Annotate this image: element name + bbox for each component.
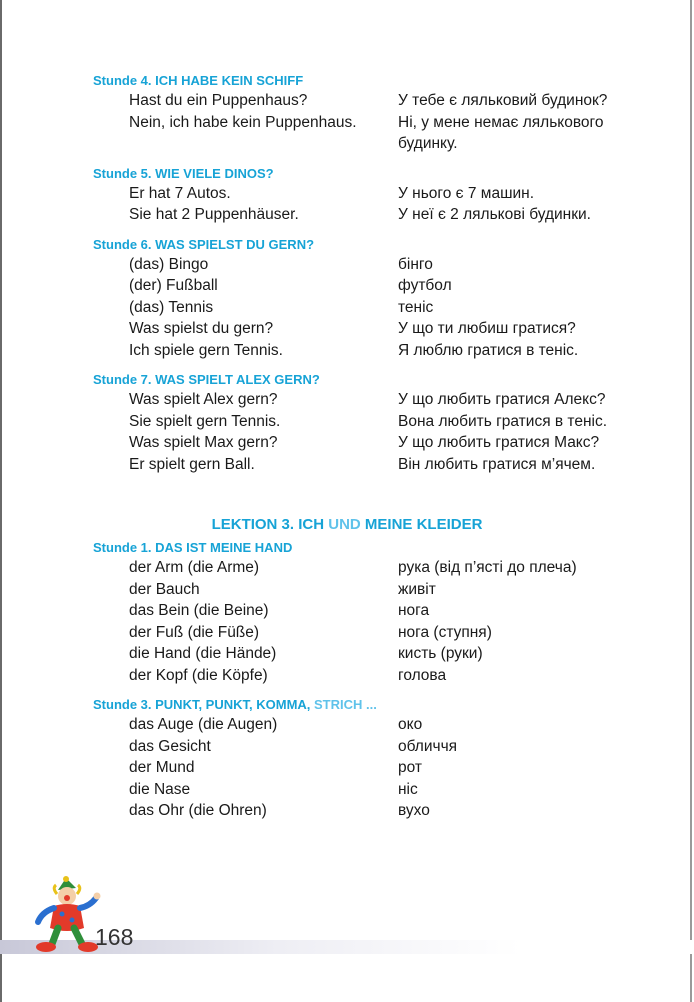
ukrainian-translation: око: [398, 716, 423, 733]
ukrainian-translation: нога: [398, 602, 430, 619]
ukrainian-translation: У неї є 2 лялькові будинки.: [398, 206, 591, 223]
section-heading: [93, 696, 694, 714]
section-stunde-3: [0, 696, 694, 822]
vocab-row: [0, 643, 694, 665]
vocab-row: [0, 340, 694, 362]
german-phrase: Nein, ich habe kein Puppenhaus.: [129, 113, 357, 131]
ukrainian-translation: Він любить гратися м’ячем.: [398, 455, 596, 473]
clown-mascot-icon: [30, 876, 102, 954]
section-stunde-1: [0, 539, 694, 686]
german-phrase: (das) Tennis: [129, 298, 214, 316]
vocab-row: [0, 297, 694, 319]
ukrainian-translation: ніс: [398, 780, 418, 798]
vocabulary-content: [0, 72, 694, 822]
vocab-row: [0, 204, 694, 226]
german-phrase: das Gesicht: [129, 737, 211, 755]
ukrainian-translation: рот: [398, 759, 422, 776]
german-phrase: Was spielt Max gern?: [129, 434, 278, 451]
vocab-row: [0, 757, 694, 779]
vocab-row: [0, 112, 694, 155]
section-heading: Stunde 4. ICH HABE KEIN SCHIFF: [93, 73, 304, 88]
section-heading: Stunde 7. WAS SPIELT ALEX GERN?: [93, 372, 320, 387]
ukrainian-translation: Я люблю гратися в теніс.: [398, 341, 579, 359]
vocab-row: [0, 318, 694, 340]
german-phrase: das Bein (die Beine): [129, 602, 269, 619]
german-phrase: der Fuß (die Füße): [129, 623, 260, 641]
german-phrase: Was spielst du gern?: [129, 320, 274, 337]
section-stunde-6: [0, 236, 694, 362]
ukrainian-translation: нога (ступня): [398, 623, 492, 641]
vocab-row: [0, 714, 694, 736]
ukrainian-translation: футбол: [398, 277, 452, 294]
section-heading-part1: Stunde 3. PUNKT, PUNKT, KOMMA,: [93, 697, 315, 712]
page-number: 168: [95, 924, 134, 950]
vocab-row: [0, 254, 694, 276]
german-phrase: Er hat 7 Autos.: [129, 184, 231, 202]
section-heading: Stunde 6. WAS SPIELST DU GERN?: [93, 236, 315, 252]
ukrainian-translation: Ні, у мене немає лялькового будинку.: [398, 113, 604, 152]
vocab-row: [0, 275, 694, 297]
lektion-title: [0, 515, 694, 535]
german-phrase: Was spielt Alex gern?: [129, 391, 278, 408]
german-phrase: der Kopf (die Köpfe): [129, 666, 268, 684]
vocab-row: [0, 600, 694, 622]
german-phrase: Hast du ein Puppenhaus?: [129, 92, 308, 109]
ukrainian-translation: У що ти любиш гратися?: [398, 320, 576, 337]
ukrainian-translation: бінго: [398, 255, 433, 273]
section-stunde-5: [0, 165, 694, 226]
german-phrase: der Bauch: [129, 580, 200, 598]
german-phrase: das Ohr (die Ohren): [129, 802, 267, 819]
vocab-row: [0, 389, 694, 411]
vocab-row: [0, 736, 694, 758]
section-stunde-4: [0, 72, 694, 155]
german-phrase: Sie hat 2 Puppenhäuser.: [129, 206, 299, 223]
vocab-row: [0, 432, 694, 454]
ukrainian-translation: обличчя: [398, 737, 458, 755]
german-phrase: Er spielt gern Ball.: [129, 455, 255, 473]
vocab-row: [0, 183, 694, 205]
ukrainian-translation: У тебе є ляльковий будинок?: [398, 92, 608, 109]
german-phrase: der Mund: [129, 759, 195, 776]
lektion-title-part2: MEINE KLEIDER: [360, 516, 483, 533]
vocab-row: [0, 622, 694, 644]
german-phrase: Sie spielt gern Tennis.: [129, 412, 281, 430]
lektion-title-part1: LEKTION 3. ICH: [211, 516, 329, 533]
section-heading-highlight: STRICH ...: [314, 697, 377, 712]
ukrainian-translation: теніс: [398, 298, 434, 316]
german-phrase: das Auge (die Augen): [129, 716, 278, 733]
vocab-row: [0, 579, 694, 601]
german-phrase: die Hand (die Hände): [129, 645, 277, 662]
ukrainian-translation: голова: [398, 666, 447, 684]
ukrainian-translation: Вона любить гратися в теніс.: [398, 412, 608, 430]
ukrainian-translation: вухо: [398, 802, 430, 819]
vocab-row: [0, 800, 694, 822]
vocab-row: [0, 454, 694, 476]
ukrainian-translation: У нього є 7 машин.: [398, 184, 535, 202]
german-phrase: (das) Bingo: [129, 255, 209, 273]
vocab-row: [0, 90, 694, 112]
vocab-row: [0, 665, 694, 687]
lektion-title-highlight: UND: [328, 516, 361, 533]
section-heading: Stunde 1. DAS IST MEINE HAND: [93, 540, 293, 555]
section-heading: Stunde 5. WIE VIELE DINOS?: [93, 165, 274, 181]
vocab-row: [0, 411, 694, 433]
ukrainian-translation: У що любить гратися Алекс?: [398, 391, 606, 408]
ukrainian-translation: кисть (руки): [398, 645, 483, 662]
ukrainian-translation: У що любить гратися Макс?: [398, 434, 600, 451]
german-phrase: der Arm (die Arme): [129, 559, 260, 576]
vocab-row: [0, 557, 694, 579]
ukrainian-translation: живіт: [398, 580, 436, 598]
german-phrase: (der) Fußball: [129, 277, 218, 294]
section-stunde-7: [0, 371, 694, 475]
vocab-row: [0, 779, 694, 801]
german-phrase: Ich spiele gern Tennis.: [129, 341, 283, 359]
german-phrase: die Nase: [129, 780, 191, 798]
ukrainian-translation: рука (від п’ясті до плеча): [398, 559, 577, 576]
